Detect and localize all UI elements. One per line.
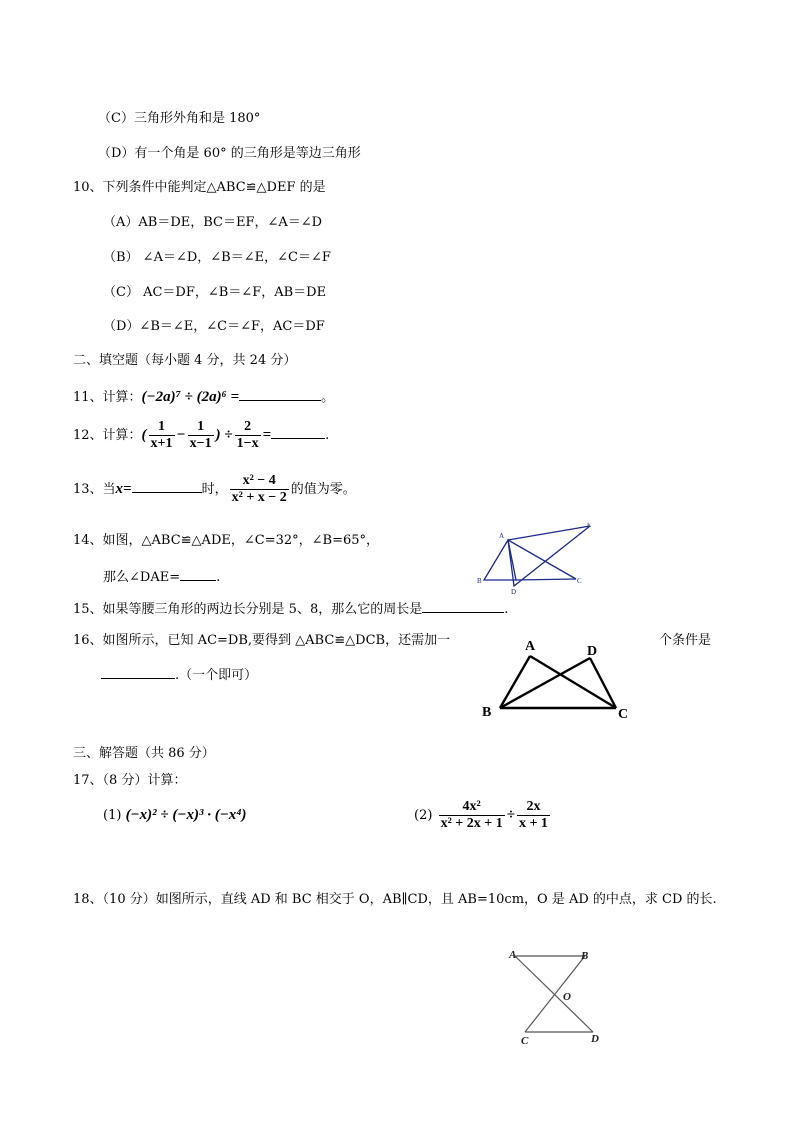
q16-answer-blank[interactable] — [101, 664, 175, 679]
q13-variable: x — [115, 481, 124, 497]
q17-part-1 — [103, 806, 247, 825]
q15-suffix: . — [504, 602, 509, 617]
q13-prefix: 13、当 — [73, 482, 116, 497]
q14-ask-text: 那么∠DAE= — [103, 570, 181, 585]
q16-suffix: .（一个即可） — [175, 668, 258, 683]
q16-label-c: C — [618, 707, 629, 722]
q9-option-d: （D）有一个角是 60° 的三角形是等边三角形 — [98, 146, 361, 161]
q17-part-1-expression: (−x)² ÷ (−x)³ · (−x⁴) — [125, 807, 247, 823]
q14-ask — [103, 566, 220, 587]
q18-label-d: D — [591, 1033, 599, 1045]
q14-label-d: D — [511, 588, 517, 595]
q11-suffix: 。 — [321, 390, 335, 405]
q18-label-b: B — [581, 950, 589, 962]
q13: 13、当x= 时， $\frac{\text{x² − 4}}{\text{x² + x − 2}}$ 的值为零。 — [73, 473, 356, 505]
q12-fraction-2: $\frac{1}{x-1}$ — [189, 419, 212, 451]
q10-option-d: （D）∠B＝∠E，∠C＝∠F，AC＝DF — [103, 319, 325, 334]
q16-label-b: B — [482, 705, 492, 720]
q15-answer-blank[interactable] — [422, 598, 504, 613]
q15-stem: 15、如果等腰三角形的两边长分别是 5、8，那么它的周长是 — [73, 602, 423, 617]
q18-label-a: A — [509, 949, 517, 961]
q14-suffix: . — [216, 570, 221, 585]
q18-segment-bc — [525, 956, 585, 1032]
q16-label-d: D — [587, 644, 598, 659]
q17-part-2-operator: ÷ — [506, 807, 515, 823]
q15 — [73, 598, 508, 619]
q12-fraction-1: $\frac{1}{x+1}$ — [150, 419, 173, 451]
q11-expression: (−2a)⁷ ÷ (2a)⁶ = — [141, 389, 240, 405]
q17-part-2 — [414, 796, 552, 835]
q16-answer — [101, 664, 257, 685]
q10-option-a: （A）AB＝DE，BC＝EF，∠A＝∠D — [103, 215, 323, 230]
q18-label-c: C — [521, 1035, 529, 1046]
q14-triangle-figure — [472, 523, 592, 595]
q13-fraction: $\frac{\text{x² − 4}}{\text{x² + x − 2}}$ — [231, 473, 287, 505]
q16-triangle-figure — [476, 636, 636, 724]
section-2-title: 二、填空题（每小题 4 分，共 24 分） — [73, 353, 297, 368]
q12-fraction-3: $\frac{2}{1-x}$ — [236, 419, 259, 451]
q11-prefix: 11、计算： — [73, 390, 142, 405]
q14-label-b: B — [477, 577, 482, 585]
q11-answer-blank[interactable] — [239, 386, 321, 401]
q13-answer-blank[interactable] — [132, 478, 202, 493]
q12-prefix: 12、计算： — [73, 428, 142, 443]
q18-label-o: O — [563, 991, 571, 1003]
q11 — [73, 386, 334, 407]
section-3-title: 三、解答题（共 86 分） — [73, 746, 215, 761]
q14-answer-blank[interactable] — [180, 566, 216, 581]
q16-stem: 16、如图所示，已知 AC=DB,要得到 △ABC≌△DCB，还需加一 — [73, 633, 451, 648]
q14-label-c: C — [577, 577, 582, 585]
q16-label-a: A — [525, 639, 536, 654]
q12: 12、计算：( $\frac{1}{x+1}$ − $\frac{1}{x-1}$ ) ÷ $\frac{2}{1-x}$ = . — [73, 419, 330, 451]
q16-stem-right: 个条件是 — [659, 633, 712, 648]
q14-label-e: E — [587, 523, 592, 529]
q17-part-2-fraction-1: $\frac{\text{4x²}}{\text{x² + 2x + 1}}$ — [440, 799, 503, 831]
q17-part-2-fraction-2: $\frac{2x}{x + 1}$ — [518, 799, 548, 831]
q18-figure — [505, 946, 609, 1046]
q17-stem: 17、（8 分）计算： — [73, 773, 187, 788]
q10-option-b: （B） ∠A＝∠D，∠B＝∠E，∠C＝∠F — [103, 250, 331, 265]
q12-answer-blank[interactable] — [271, 424, 325, 439]
q13-mid: 时， — [201, 482, 228, 497]
q9-option-c: （C）三角形外角和是 180° — [98, 111, 261, 126]
q13-suffix: 的值为零。 — [290, 482, 356, 497]
q10-option-c: （C） AC＝DF，∠B＝∠F，AB＝DE — [103, 285, 327, 300]
q14-label-a: A — [499, 532, 505, 540]
q17-part-2-label: (2) — [414, 808, 433, 823]
q18-stem: 18、（10 分）如图所示，直线 AD 和 BC 相交于 O，AB∥CD，且 AB=10cm，O 是 AD 的中点，求 CD 的长. — [73, 892, 717, 907]
q12-suffix: . — [325, 428, 330, 443]
q17-part-1-label: (1) — [103, 808, 122, 823]
q18-segment-ad — [515, 956, 593, 1032]
q14-stem: 14、如图，△ABC≌△ADE，∠C=32°，∠B=65°， — [73, 533, 380, 548]
q10-stem: 10、下列条件中能判定△ABC≌△DEF 的是 — [73, 180, 326, 195]
